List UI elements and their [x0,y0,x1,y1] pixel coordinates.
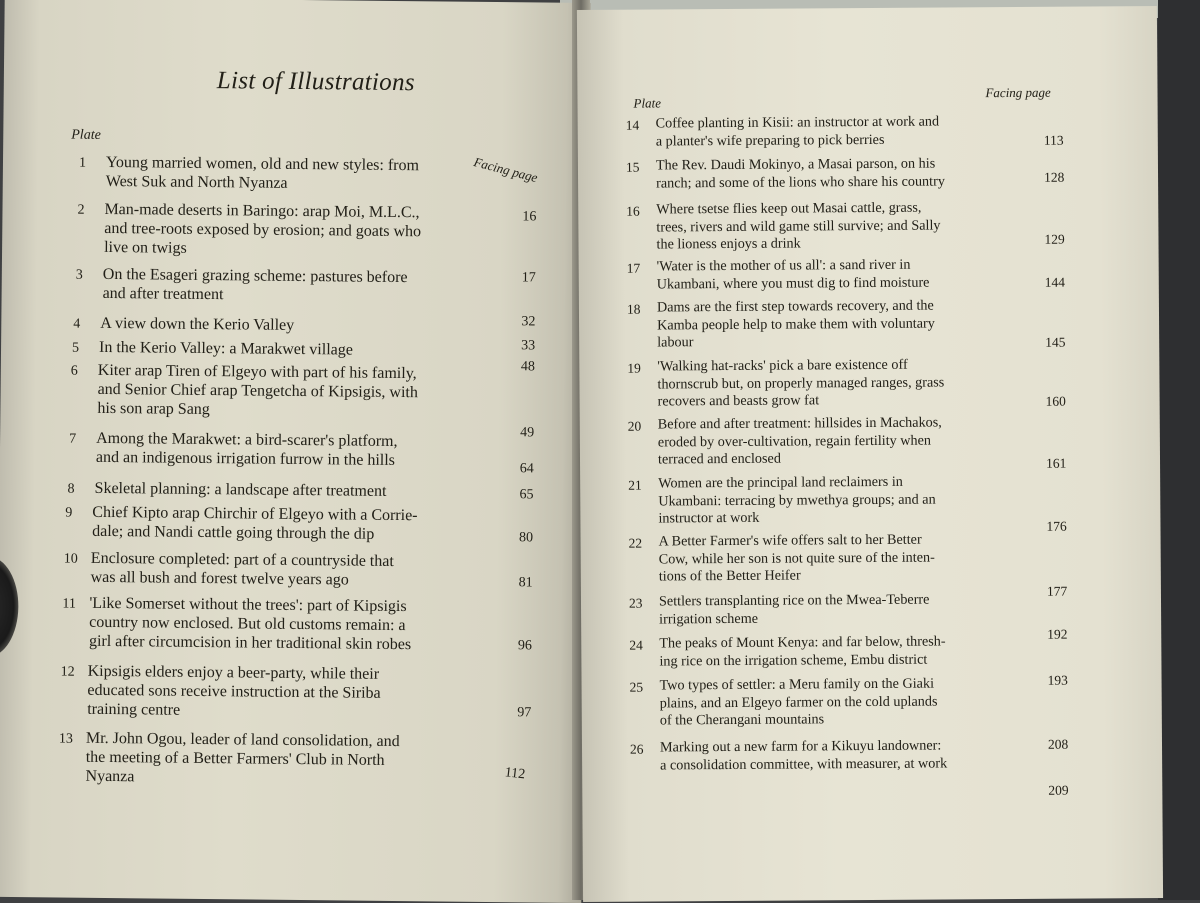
page-title: List of Illustrations [216,67,416,97]
plate-number: 1 [78,155,87,171]
background-shadow [1158,0,1200,900]
plate-number: 3 [75,267,83,283]
facing-page-number: 48 [520,359,535,375]
facing-page-number: 32 [521,314,536,330]
facing-page-number: 129 [1044,231,1065,247]
caption-line: irrigation scheme [659,610,759,627]
caption-line: Cow, while her son is not quite sure of the inten- [658,549,935,567]
caption-line: a planter's wife preparing to pick berries [655,131,885,149]
caption-line: Settlers transplanting rice on the Mwea-Teberre [658,591,930,610]
facing-page-number: 49 [520,425,535,441]
caption-line: training centre [87,700,181,719]
caption-line: The Rev. Daudi Mokinyo, a Masai parson, on his [655,155,936,174]
caption-line: his son arap Sang [97,399,210,419]
caption-line: West Suk and North Nyanza [105,172,288,192]
caption-line: eroded by over-cultivation, regain fertility when [657,432,932,450]
facing-page-number: 97 [517,705,532,721]
facing-page-number: 65 [519,487,534,503]
facing-page-number: 128 [1043,169,1065,185]
caption-line: educated sons receive instruction at the Siriba [87,681,381,702]
facing-page-number: 193 [1047,672,1068,688]
caption-line: and an indigenous irrigation furrow in the hills [95,448,396,469]
caption-line: In the Kerio Valley: a Marakwet village [98,338,353,359]
plate-number: 12 [60,664,75,680]
plate-number: 18 [626,301,641,317]
caption-line: Kamba people help to make them with voluntary [657,315,935,333]
caption-line: Before and after treatment: hillsides in Machakos, [657,414,942,433]
facing-page-number: 17 [521,270,536,286]
caption-line: the lioness enjoys a drink [656,235,801,253]
plate-number: 6 [70,363,78,379]
caption-line: terraced and enclosed [657,450,781,468]
caption-line: live on twigs [104,238,187,257]
plate-header: Plate [71,127,101,143]
plate-number: 24 [629,637,643,653]
caption-line: was all bush and forest twelve years ago [90,568,349,589]
facing-page-number: 81 [518,575,533,591]
facing-page-number: 64 [519,461,534,477]
caption-line: country now enclosed. But old customs remain: a [89,613,406,635]
caption-line: and tree-roots exposed by erosion; and goats who [104,219,422,241]
plate-number: 21 [628,477,642,493]
caption-line: labour [657,334,694,351]
caption-line: trees, rivers and wild game still survive; and Sally [656,217,941,235]
facing-page-number: 160 [1045,393,1066,409]
facing-page-number: 16 [522,209,537,225]
plate-number: 7 [69,431,77,447]
caption-line: Nyanza [85,767,135,786]
plate-number: 4 [73,316,81,332]
caption-line: Mr. John Ogou, leader of land consolidation, and [85,729,400,751]
caption-line: Skeletal planning: a landscape after treatment [94,479,387,500]
facing-page-number: 161 [1045,455,1067,471]
facing-page-number: 96 [517,638,533,654]
facing-page-header: Facing page [985,84,1051,101]
caption-line: Coffee planting in Kisii: an instructor at work and [655,113,940,132]
plate-number: 5 [71,340,80,356]
caption-line: ing rice on the irrigation scheme, Embu district [659,651,928,669]
facing-page-number: 208 [1047,736,1069,752]
caption-line: plains, and an Elgeyo farmer on the cold uplands [659,693,938,711]
facing-page-number: 113 [1043,132,1064,148]
plate-number: 17 [626,260,641,276]
plate-number: 16 [626,203,640,219]
plate-number: 15 [625,159,640,175]
plate-number: 22 [628,535,643,551]
caption-line: The peaks of Mount Kenya: and far below, thresh- [659,633,946,652]
plate-number: 19 [627,360,641,376]
caption-line: Ukambani, where you must dig to find moisture [656,274,930,292]
caption-line: A Better Farmer's wife offers salt to her Better [658,531,922,550]
caption-line: 'Water is the mother of us all': a sand river in [656,256,911,275]
facing-page-number: 33 [521,338,536,354]
caption-line: Kiter arap Tiren of Elgeyo with part of his family, [97,361,417,383]
facing-page-number: 144 [1044,274,1066,290]
caption-line: 'Walking hat-racks' pick a bare existence off [657,356,908,375]
caption-line: Ukambani: terracing by mwethya groups; and an [658,491,936,509]
plate-number: 26 [629,741,644,757]
plate-number: 10 [63,551,78,567]
plate-number: 13 [58,731,74,747]
caption-line: girl after circumcision in her traditional skin robes [88,632,412,654]
caption-line: recovers and beasts grow fat [657,392,820,410]
plate-header: Plate [633,95,662,111]
facing-page-number: 192 [1047,626,1068,642]
thumb-shadow [0,556,19,657]
caption-line: 'Like Somerset without the trees': part of Kipsigis [89,594,407,616]
facing-page-number: 176 [1046,518,1067,534]
caption-line: Among the Marakwet: a bird-scarer's platform, [96,429,398,451]
plate-number: 11 [62,596,76,612]
plate-number: 20 [627,418,642,434]
caption-line: Chief Kipto arap Chirchir of Elgeyo with a Corrie- [92,503,418,525]
caption-line: of the Cherangani mountains [659,711,825,729]
caption-line: the meeting of a Better Farmers' Club in North [85,748,385,769]
caption-line: tions of the Better Heifer [658,567,801,585]
caption-line: instructor at work [658,509,760,527]
caption-line: Where tsetse flies keep out Masai cattle, grass, [656,199,922,218]
caption-line: a consolidation committee, with measurer, at work [660,754,948,773]
caption-line: thornscrub but, on properly managed ranges, grass [657,373,945,392]
caption-line: Two types of settler: a Meru family on the Giaki [659,675,935,694]
page-number-extra: 112 [503,765,526,783]
caption-line: Dams are the first step towards recovery, and the [656,297,934,316]
facing-page-number: 209 [1048,782,1069,798]
plate-number: 25 [629,679,644,695]
caption-line: On the Esageri grazing scheme: pastures before [102,265,408,287]
caption-line: ranch; and some of the lions who share his country [656,172,945,191]
plate-number: 8 [67,481,75,497]
right-page [577,6,1163,902]
facing-page-header: Facing page [472,154,540,186]
plate-number: 9 [65,505,73,521]
caption-line: and Senior Chief arap Tengetcha of Kipsigis, with [97,380,418,402]
left-page [0,0,591,903]
plate-number: 23 [628,595,643,611]
caption-line: Kipsigis elders enjoy a beer-party, while their [87,662,380,683]
plate-number: 14 [625,117,640,133]
caption-line: Marking out a new farm for a Kikuyu landowner: [659,737,942,756]
caption-line: Man-made deserts in Baringo: arap Moi, M.L.C., [104,200,420,222]
facing-page-number: 80 [519,530,534,546]
facing-page-number: 145 [1045,334,1066,350]
caption-line: Enclosure completed: part of a countryside that [90,549,394,570]
caption-line: dale; and Nandi cattle going through the dip [92,522,375,543]
caption-line: and after treatment [102,284,224,304]
caption-line: Young married women, old and new styles: from [105,153,420,175]
caption-line: Women are the principal land reclaimers in [658,473,903,492]
facing-page-number: 177 [1046,583,1068,599]
caption-line: A view down the Kerio Valley [100,314,295,334]
plate-number: 2 [77,202,85,218]
